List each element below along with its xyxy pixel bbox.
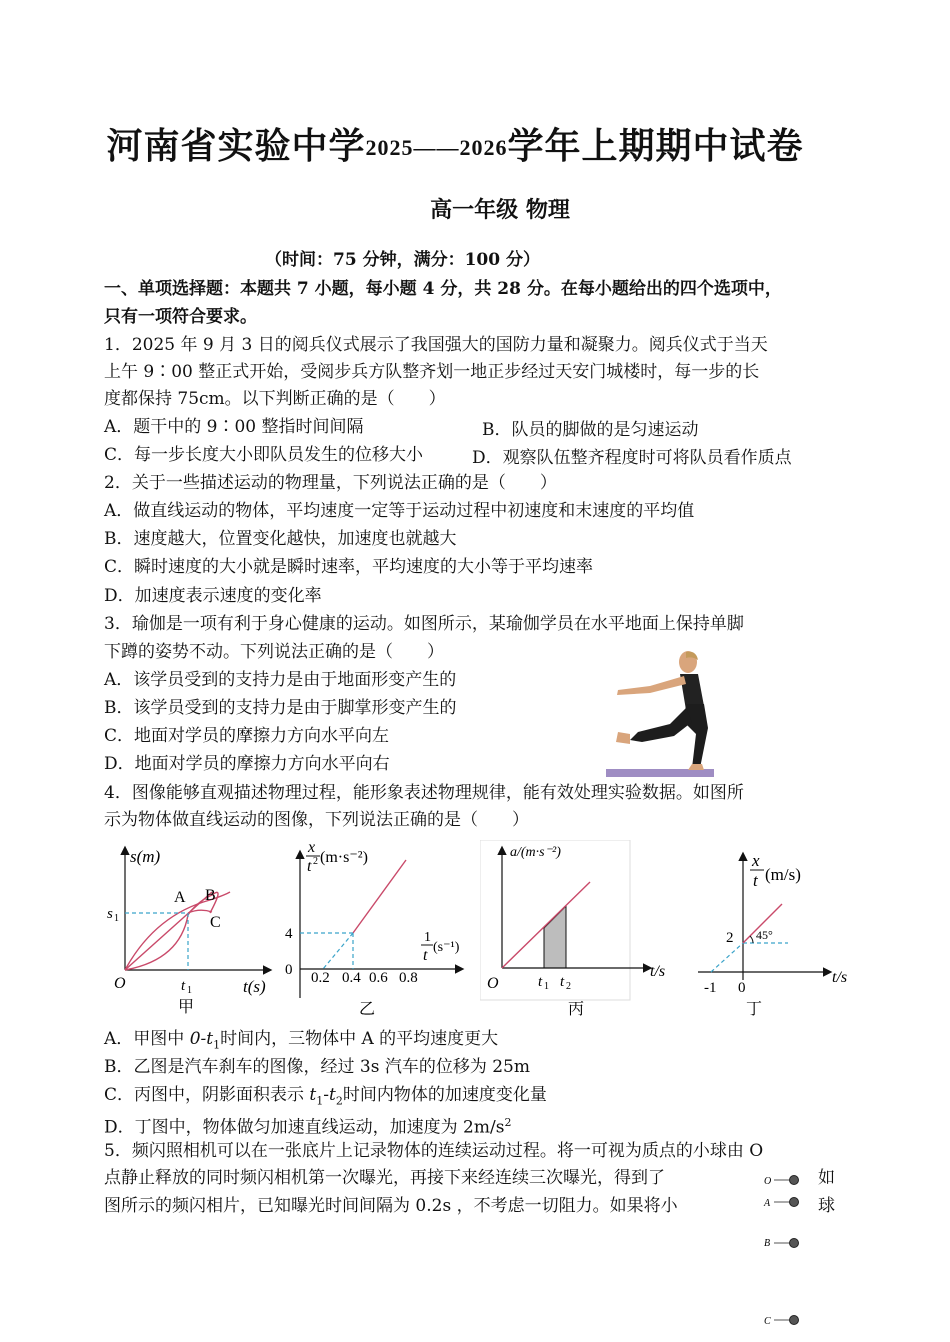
- yi-y-unit: (m·s⁻²): [320, 849, 368, 866]
- exam-meta: （时间：75 分钟，满分：100 分）: [265, 250, 540, 270]
- q1-option-b: B．队员的脚做的是匀速运动: [482, 420, 699, 440]
- strobe-ball-a: [763, 1198, 799, 1210]
- q1-stem-line1: 1．2025 年 9 月 3 日的阅兵仪式展示了我国强大的国防力量和凝聚力。阅兵仪式于当天: [104, 335, 768, 355]
- q5-stem-line3-end: 球: [818, 1196, 835, 1216]
- yi-y-label-den-sup: 2: [313, 856, 318, 867]
- exam-subtitle: 高一年级 物理: [430, 197, 570, 223]
- q1-option-d: D．观察队伍整齐程度时可将队员看作质点: [472, 448, 792, 468]
- bing-origin: O: [487, 975, 499, 992]
- title-term: 学年上期期中试卷: [507, 125, 804, 167]
- ball-c-icon: [790, 1316, 799, 1325]
- strobe-ball-o: [764, 1176, 799, 1188]
- jia-s1-sub: 1: [114, 913, 119, 924]
- yi-tick-08: 0.8: [399, 970, 418, 986]
- bing-t2-label: t: [560, 974, 565, 990]
- jia-caption: 甲: [178, 999, 195, 1016]
- q3-option-d: D．地面对学员的摩擦力方向水平向右: [104, 754, 390, 774]
- jia-t1-sub: 1: [187, 985, 192, 996]
- ding-tick-minus1: -1: [704, 980, 717, 996]
- q4-option-a-post: 时间内，三物体中 A 的平均速度更大: [220, 1029, 499, 1049]
- strobe-label-b: B: [764, 1238, 771, 1249]
- bing-t1-sub: 1: [544, 981, 549, 992]
- title-school: 河南省实验中学: [106, 125, 366, 167]
- q3-option-c: C．地面对学员的摩擦力方向水平向左: [104, 726, 390, 746]
- ding-y-unit: (m/s): [765, 865, 801, 884]
- yi-dashed-extension: [323, 933, 353, 969]
- jia-s1-label: s: [107, 906, 113, 922]
- strobe-ball-c: [764, 1316, 799, 1328]
- bing-t2-sub: 2: [566, 981, 571, 992]
- q4-option-a: [104, 1027, 498, 1057]
- jia-x-label: t(s): [243, 977, 266, 996]
- exam-title: [0, 118, 910, 169]
- ball-b-icon: [790, 1239, 799, 1248]
- yi-caption: 乙: [359, 1001, 376, 1018]
- q5-stem-line1: 5．频闪照相机可以在一张底片上记录物体的连续运动过程。将一可视为质点的小球由 O: [104, 1141, 764, 1161]
- q2-stem: 2．关于一些描述运动的物理量，下列说法正确的是（ ）: [104, 473, 557, 493]
- q4-option-c: [104, 1083, 547, 1113]
- jia-label-c: C: [210, 914, 221, 931]
- q2-option-d: D．加速度表示速度的变化率: [104, 586, 322, 606]
- q1-option-c: C．每一步长度大小即队员发生的位移大小: [104, 445, 424, 465]
- q4-option-d-pre: D．丁图中，物体做匀加速直线运动，加速度为: [104, 1117, 464, 1138]
- bing-x-label: t/s: [650, 963, 666, 980]
- strobe-label-a: A: [764, 1198, 771, 1209]
- q4-option-a-var: 0-t: [189, 1029, 214, 1049]
- jia-label-a: A: [174, 889, 186, 906]
- ding-y-label-num: x: [752, 851, 760, 870]
- yi-x-unit: (s⁻¹): [433, 940, 460, 955]
- yi-data-line: [353, 860, 406, 933]
- q4-option-c-post: 时间内物体的加速度变化量: [342, 1085, 547, 1105]
- jia-t1-label: t: [181, 978, 186, 994]
- graph-jia: [100, 840, 280, 1020]
- section-heading-line2: 只有一项符合要求。: [104, 307, 257, 327]
- q4-option-c-dash: -: [323, 1085, 330, 1105]
- q1-option-a: A．题干中的 9∶00 整指时间间隔: [104, 417, 364, 437]
- q4-stem-line2: 示为物体做直线运动的图像，下列说法正确的是（ ）: [104, 810, 529, 830]
- bing-caption: 丙: [568, 1001, 585, 1018]
- yi-tick-0: 0: [285, 962, 293, 978]
- q4-option-c-s1: 1: [316, 1094, 324, 1108]
- bing-y-label: a/(m·s⁻²): [510, 845, 561, 860]
- yi-x-label-num: 1: [424, 930, 431, 945]
- ding-caption: 丁: [746, 1001, 763, 1018]
- q4-option-d: [104, 1111, 511, 1140]
- section-heading-line1: 一、单项选择题：本题共 7 小题，每小题 4 分，共 28 分。在每小题给出的四个选项中，: [104, 279, 782, 299]
- ball-o-icon: [790, 1176, 799, 1185]
- ding-y-label-den: t: [753, 871, 758, 890]
- yi-tick-02: 0.2: [311, 970, 330, 986]
- yoga-student-icon: [616, 651, 708, 770]
- q3-stem-line2: 下蹲的姿势不动。下列说法正确的是（ ）: [104, 642, 444, 662]
- graph-yi: [282, 838, 472, 1022]
- q4-option-b: B．乙图是汽车刹车的图像，经过 3s 汽车的位移为 25m: [104, 1057, 530, 1077]
- ding-tick-0: 0: [738, 980, 746, 996]
- q4-option-c-s2: 2: [335, 1094, 343, 1108]
- q3-option-a: A．该学员受到的支持力是由于地面形变产生的: [104, 670, 457, 690]
- q4-option-d-val: 2m/s: [463, 1117, 505, 1138]
- q2-option-a: A．做直线运动的物体，平均速度一定等于运动过程中初速度和末速度的平均值: [104, 501, 695, 521]
- bing-t1-label: t: [538, 974, 543, 990]
- yoga-mat: [606, 769, 714, 777]
- q1-stem-line2: 上午 9∶00 整正式开始，受阅步兵方队整齐划一地正步经过天安门城楼时，每一步的长: [104, 362, 760, 382]
- q2-option-b: B．速度越大，位置变化越快，加速度也就越大: [104, 529, 457, 549]
- ding-angle-arc: [750, 936, 753, 943]
- q4-option-d-sup: 2: [504, 1116, 512, 1129]
- q5-stem-line2-end: 如: [818, 1168, 835, 1188]
- ding-x-label: t/s: [832, 969, 848, 986]
- q3-option-b: B．该学员受到的支持力是由于脚掌形变产生的: [104, 698, 457, 718]
- title-years: 2025——2026: [365, 135, 508, 160]
- graph-ding: [690, 840, 860, 1022]
- yi-y-label-num: x: [308, 839, 316, 856]
- q2-option-c: C．瞬时速度的大小就是瞬时速率，平均速度的大小等于平均速率: [104, 557, 594, 577]
- yoga-figure: [600, 648, 720, 780]
- graph-bing: [480, 840, 680, 1022]
- q4-option-c-pre: C．丙图中，阴影面积表示: [104, 1085, 310, 1105]
- q5-stem-line2: 点静止释放的同时频闪相机第一次曝光，再接下来经连续三次曝光，得到了: [104, 1168, 665, 1188]
- strobe-label-o: O: [764, 1176, 772, 1187]
- jia-label-b: B: [205, 887, 216, 904]
- strobe-figure: [760, 1168, 810, 1338]
- yi-y-label-den: t: [307, 858, 312, 875]
- q4-option-c-t2: t: [329, 1085, 336, 1105]
- strobe-label-c: C: [764, 1316, 771, 1327]
- jia-origin: O: [114, 975, 126, 992]
- yi-x-label-den: t: [423, 947, 428, 964]
- q1-stem-line3: 度都保持 75cm。以下判断正确的是（ ）: [104, 389, 446, 409]
- yi-tick-04: 0.4: [342, 970, 361, 986]
- ding-tick-2: 2: [726, 930, 734, 946]
- q4-option-c-t1: t: [309, 1085, 317, 1105]
- q4-option-a-pre: A．甲图中: [104, 1029, 190, 1049]
- q4-stem-line1: 4．图像能够直观描述物理过程，能形象表述物理规律，能有效处理实验数据。如图所: [104, 783, 744, 803]
- strobe-ball-b: [764, 1238, 799, 1249]
- ding-angle-label: 45°: [756, 928, 773, 942]
- ball-a-icon: [790, 1198, 799, 1207]
- q3-stem-line1: 3．瑜伽是一项有利于身心健康的运动。如图所示，某瑜伽学员在水平地面上保持单脚: [104, 614, 744, 634]
- yi-tick-4: 4: [285, 926, 293, 942]
- q5-stem-line3: 图所示的频闪相片，已知曝光时间间隔为 0.2s ，不考虑一切阻力。如果将小: [104, 1196, 678, 1216]
- jia-y-label: s(m): [130, 847, 161, 866]
- q4-option-a-sub: 1: [213, 1038, 221, 1052]
- yi-tick-06: 0.6: [369, 970, 388, 986]
- ding-dashed-extension: [711, 943, 743, 972]
